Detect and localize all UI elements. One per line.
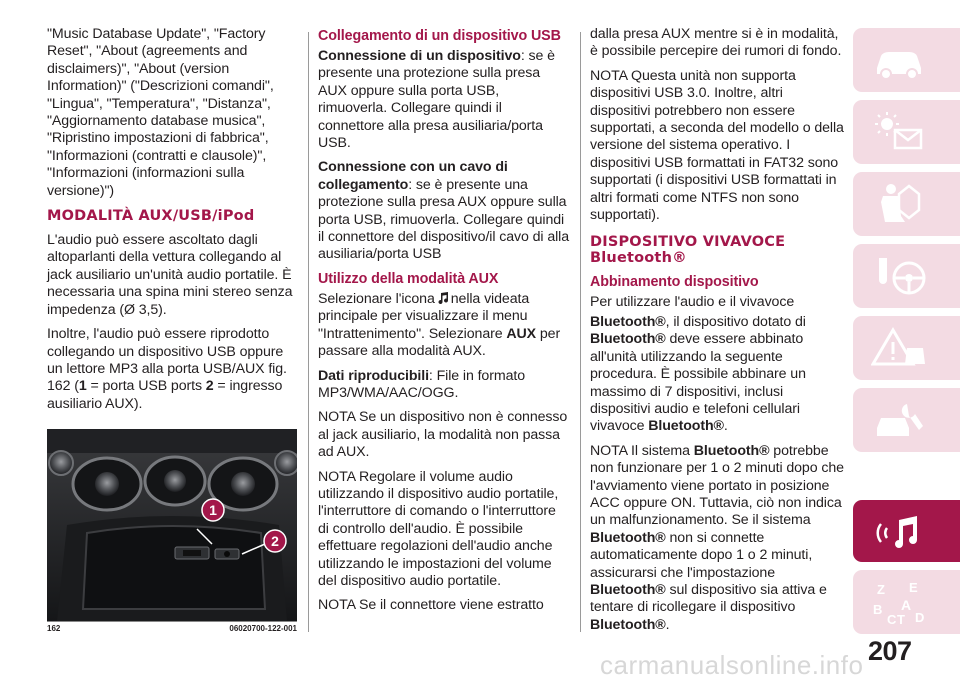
column-1 xyxy=(47,26,297,420)
subheading-pairing: Abbinamento dispositivo xyxy=(590,274,759,291)
warning-triangle-icon xyxy=(871,326,927,370)
wrench-car-icon xyxy=(871,398,927,442)
callout-2: 2 xyxy=(271,533,279,549)
paragraph-device-connection: Connessione di un dispositivo: se è presente una protezione sulla presa AUX oppure sulla porta USB, rimuoverla. Collegare quindi il connettore alla presa ausiliaria/porta USB. xyxy=(318,48,555,152)
column-divider xyxy=(580,32,581,632)
subheading-usb-connection: Collegamento di un dispositivo USB xyxy=(318,28,561,44)
subheading-aux-mode: Utilizzo della modalità AUX xyxy=(318,270,499,287)
watermark: carmanualsonline.info xyxy=(600,650,864,678)
page-number: 207 xyxy=(868,636,912,666)
svg-text:E: E xyxy=(909,580,918,595)
paragraph-usb-port: Inoltre, l'audio può essere riprodotto collegando un dispositivo USB oppure un lettore MP3 alla porta USB/AUX fig. 162 (1 = porta USB ports 2 = ingresso ausiliario AUX). xyxy=(47,326,287,412)
svg-text:A: A xyxy=(901,597,912,613)
note-connector-removed: NOTA Se il connettore viene estratto xyxy=(318,597,544,614)
index-icon xyxy=(871,580,931,628)
tab-car-info[interactable] xyxy=(853,28,960,92)
callout-1: 1 xyxy=(209,502,217,518)
column-3 xyxy=(590,26,844,641)
figure-usb-aux-ports xyxy=(47,429,297,621)
car-info-icon xyxy=(871,38,927,82)
note-volume: NOTA Regolare il volume audio utilizzando il dispositivo audio portatile, l'interruttore di comando o l'interruttore di controllo dell'audio. È possibile effettuare regolazioni dell'audio anche utilizzando le impostazioni del volume del dispositivo audio portatile. xyxy=(318,468,559,589)
multimedia-icon xyxy=(871,510,927,554)
svg-text:T: T xyxy=(897,612,905,627)
section-heading-aux-usb: MODALITÀ AUX/USB/iPod xyxy=(47,208,255,225)
chapter-tabs xyxy=(853,0,960,678)
note-aux-jack: NOTA Se un dispositivo non è connesso al jack ausiliario, la modalità non passa ad AUX. xyxy=(318,409,568,461)
note-usb-support: NOTA Questa unità non supporta dispositivi USB 3.0. Inoltre, altri dispositivi potrebbero non essere supportati, a seconda del modello o della versione del sistema operativo. I dispositivi USB formattati in FAT32 sono supportati (i dispositivi USB formattati in altri formati come NTFS non sono supportati). xyxy=(590,67,844,224)
tab-index[interactable] xyxy=(853,570,960,634)
tab-emergency[interactable] xyxy=(853,316,960,380)
intro-paragraph: "Music Database Update", "Factory Reset", "About (agreements and disclaimers)", "About (version Information)" ("Descrizioni comandi", "Lingua", "Temperatura", "Distanza", "Aggiornamento database musica", "Ripristino impostazioni di fabbrica", "Informazioni (contratti e clausole)", "Informazioni (informazioni sulla versione)") xyxy=(47,26,274,199)
music-note-icon xyxy=(436,291,450,305)
figure-code: 06020700-122-001 xyxy=(229,624,297,633)
figure-caption xyxy=(47,621,297,635)
steering-key-icon xyxy=(871,254,927,298)
figure-number: 162 xyxy=(47,624,61,633)
svg-text:B: B xyxy=(873,602,883,617)
paragraph-pairing-intro: Per utilizzare l'audio e il vivavoce xyxy=(590,294,795,311)
svg-text:D: D xyxy=(915,610,925,625)
svg-text:Z: Z xyxy=(877,582,885,597)
svg-text:C: C xyxy=(887,612,897,627)
tab-multimedia[interactable] xyxy=(853,500,960,562)
paragraph-playable-data: Dati riproducibili: File in formato MP3/WMA/AAC/OGG. xyxy=(318,367,525,401)
paragraph-aux-jack: L'audio può essere ascoltato dagli altoparlanti della vettura collegando al jack ausiliario un'unità audio portatile. È necessaria una spina mini stereo senza impedenza (Ø 3,5). xyxy=(47,232,293,318)
column-divider xyxy=(308,32,309,632)
seat-belt-safety-icon xyxy=(871,182,927,226)
tab-warning-lights[interactable] xyxy=(853,100,960,164)
paragraph-pairing: Bluetooth®, il dispositivo dotato di Bluetooth® deve essere abbinato all'unità utilizzando la seguente procedura. È possibile abbinare un massimo di 7 dispositivi, inclusi dispositivi audio e telefoni cellulari vivavoce Bluetooth®. xyxy=(590,313,806,435)
paragraph-select-aux: Selezionare l'icona nella videata principale per visualizzare il menu "Intrattenimento". Selezionare AUX per passare alla modalità AUX. xyxy=(318,290,561,360)
console-photo xyxy=(47,429,297,621)
section-heading-bluetooth: DISPOSITIVO VIVAVOCE Bluetooth® xyxy=(590,234,786,267)
tab-starting-driving[interactable] xyxy=(853,244,960,308)
column-2 xyxy=(318,26,570,622)
warning-lights-icon xyxy=(871,110,927,154)
paragraph-cable-connection: Connessione con un cavo di collegamento: se è presente una protezione sulla presa AUX oppure sulla porta USB, rimuoverla. Collegare quindi il connettore del dispositivo/il cavo di alla ausiliaria/porta USB xyxy=(318,159,570,263)
tab-maintenance[interactable] xyxy=(853,388,960,452)
paragraph-background-noise: dalla presa AUX mentre si è in modalità, è possibile percepire dei rumori di fondo. xyxy=(590,26,842,60)
tab-safety[interactable] xyxy=(853,172,960,236)
note-bluetooth-delay: NOTA Il sistema Bluetooth® potrebbe non funzionare per 1 o 2 minuti dopo che l'avviamento viene portato in posizione ACC oppure ON. Tuttavia, ciò non indica un malfunzionamento. Se il sistema Bluetooth® non si connette automaticamente dopo 1 o 2 minuti, assicurarsi che l'impostazione Bluetooth® sul dispositivo sia attiva e tentare di ricollegare il dispositivo Bluetooth®. xyxy=(590,442,844,633)
